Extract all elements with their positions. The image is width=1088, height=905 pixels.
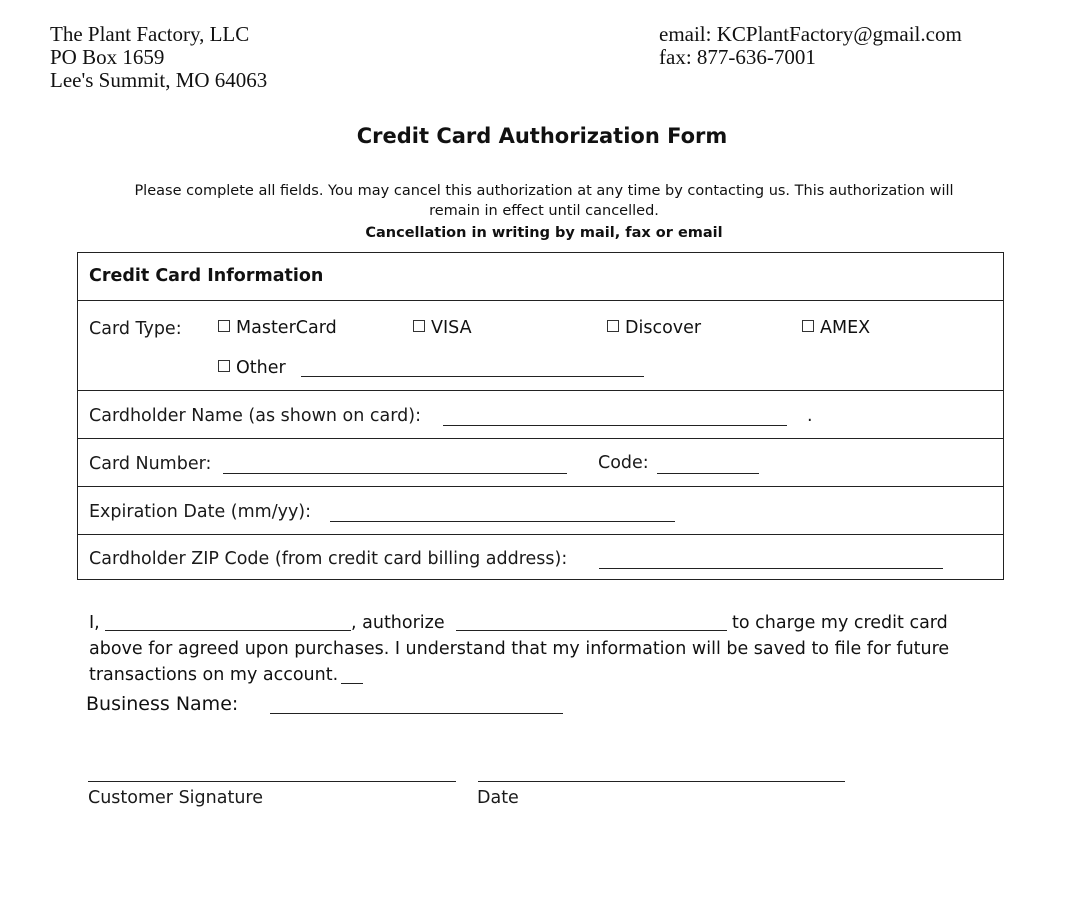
auth-authorize-label: , authorize: [351, 613, 445, 633]
zip-code-label: Cardholder ZIP Code (from credit card billing address):: [89, 549, 568, 569]
checkbox-amex[interactable]: [802, 318, 870, 338]
auth-trailing-line: [341, 683, 363, 684]
customer-name-field[interactable]: [105, 630, 351, 631]
company-city: Lee's Summit, MO 64063: [50, 68, 268, 92]
checkbox-label: Other: [236, 358, 286, 378]
authorized-party-field[interactable]: [456, 630, 727, 631]
card-number-label: Card Number:: [89, 454, 212, 474]
other-card-type-field[interactable]: [301, 376, 644, 377]
zip-code-field[interactable]: [599, 568, 943, 569]
cardholder-name-dot: .: [807, 406, 813, 426]
checkbox-square-icon[interactable]: [413, 320, 425, 332]
divider: [77, 534, 1004, 535]
checkbox-square-icon[interactable]: [218, 320, 230, 332]
auth-line3: transactions on my account.: [89, 665, 339, 685]
checkbox-discover[interactable]: [607, 318, 701, 338]
divider: [77, 390, 1004, 391]
cancellation-note: Cancellation in writing by mail, fax or email: [365, 225, 723, 241]
business-name-label: Business Name:: [86, 693, 239, 715]
auth-i-label: I,: [89, 613, 100, 633]
card-type-label: Card Type:: [89, 319, 182, 339]
company-name: The Plant Factory, LLC: [50, 22, 250, 46]
customer-signature-label: Customer Signature: [88, 788, 263, 808]
expiration-date-field[interactable]: [330, 521, 675, 522]
card-number-field[interactable]: [223, 473, 567, 474]
form-instructions-line2: remain in effect until cancelled.: [429, 203, 659, 219]
auth-charge-label: to charge my credit card: [732, 613, 948, 633]
divider: [77, 438, 1004, 439]
customer-signature-field[interactable]: [88, 781, 456, 782]
checkbox-square-icon[interactable]: [802, 320, 814, 332]
auth-line2: above for agreed upon purchases. I understand that my information will be saved to file for future: [89, 639, 950, 659]
checkbox-label: Discover: [625, 318, 702, 338]
date-field[interactable]: [478, 781, 845, 782]
divider: [77, 486, 1004, 487]
checkbox-visa[interactable]: [413, 318, 472, 338]
form-title: Credit Card Authorization Form: [356, 124, 728, 148]
checkbox-label: MasterCard: [236, 318, 337, 338]
code-field[interactable]: [657, 473, 759, 474]
date-label: Date: [477, 788, 519, 808]
section-title: Credit Card Information: [89, 266, 324, 286]
checkbox-square-icon[interactable]: [218, 360, 230, 372]
form-instructions-line1: Please complete all fields. You may cancel this authorization at any time by contacting us. This authorization will: [134, 183, 954, 199]
divider: [77, 300, 1004, 301]
cardholder-name-label: Cardholder Name (as shown on card):: [89, 406, 421, 426]
checkbox-square-icon[interactable]: [607, 320, 619, 332]
expiration-date-label: Expiration Date (mm/yy):: [89, 502, 312, 522]
company-fax: fax: 877-636-7001: [659, 45, 816, 69]
business-name-field[interactable]: [270, 713, 563, 714]
company-email: email: KCPlantFactory@gmail.com: [659, 22, 962, 46]
code-label: Code:: [598, 453, 649, 473]
checkbox-mastercard[interactable]: [218, 318, 337, 338]
company-po-box: PO Box 1659: [50, 45, 165, 69]
checkbox-label: VISA: [431, 318, 472, 338]
checkbox-other[interactable]: [218, 358, 286, 378]
cardholder-name-field[interactable]: [443, 425, 787, 426]
checkbox-label: AMEX: [820, 318, 871, 338]
